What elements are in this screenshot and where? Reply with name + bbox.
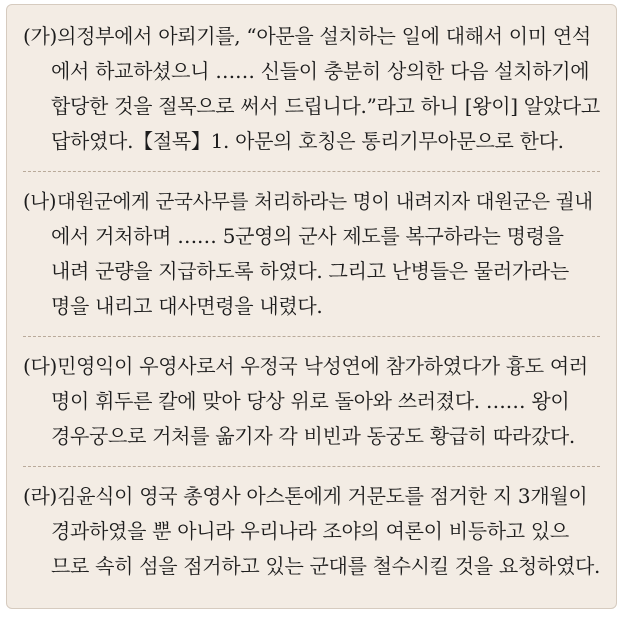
- dashed-divider: [23, 171, 600, 172]
- passage-line: 경우궁으로 거처를 옮기자 각 비빈과 동궁도 황급히 따라갔다.: [51, 424, 575, 448]
- passage-text: 김윤식이 영국 총영사 아스톤에게 거문도를 점거한 지 3개월이: [57, 484, 588, 508]
- passage-na: [23, 184, 600, 324]
- passage-label: (다): [23, 354, 58, 378]
- passage-line: 므로 속히 섬을 점거하고 있는 군대를 철수시킬 것을 요청하였다.: [51, 554, 601, 578]
- passage-label: (나): [23, 190, 57, 213]
- passage-line: 에서 하교하셨으니 …… 신들이 충분히 상의한 다음 설치하기에: [51, 59, 590, 83]
- passage-line: 명을 내리고 대사면령을 내렸다.: [51, 294, 323, 318]
- passage-line: [23, 349, 600, 384]
- passage-text: 의정부에서 아뢰기를, “아문을 설치하는 일에 대해서 이미 연석: [57, 24, 591, 48]
- passage-line: [23, 19, 600, 54]
- passage-line: 명이 휘두른 칼에 맞아 당상 위로 돌아와 쓰러졌다. …… 왕이: [51, 389, 570, 413]
- passage-line: [23, 184, 600, 219]
- passage-line: 에서 거처하며 …… 5군영의 군사 제도를 복구하라는 명령을: [51, 224, 564, 248]
- passage-text: 민영익이 우영사로서 우정국 낙성연에 참가하였다가 흉도 여러: [57, 354, 588, 378]
- passage-text: 대원군에게 군국사무를 처리하라는 명이 내려지자 대원군은 궐내: [56, 190, 593, 213]
- passage-line: 내려 군량을 지급하도록 하였다. 그리고 난병들은 물러가라는: [51, 259, 569, 283]
- passage-ra: [23, 479, 600, 584]
- passage-ga: [23, 19, 600, 159]
- passage-card: [6, 4, 617, 609]
- dashed-divider: [23, 336, 600, 337]
- dashed-divider: [23, 466, 600, 467]
- passage-da: [23, 349, 600, 454]
- passage-line: 경과하였을 뿐 아니라 우리나라 조야의 여론이 비등하고 있으: [51, 519, 569, 543]
- passage-label: (라): [23, 484, 58, 508]
- passage-line: [23, 479, 600, 514]
- passage-line: 합당한 것을 절목으로 써서 드립니다.”라고 하니 [왕이] 알았다고: [51, 94, 600, 118]
- passage-line: 답하였다.【절목】1. 아문의 호칭은 통리기무아문으로 한다.: [51, 129, 564, 153]
- passage-label: (가): [23, 24, 58, 48]
